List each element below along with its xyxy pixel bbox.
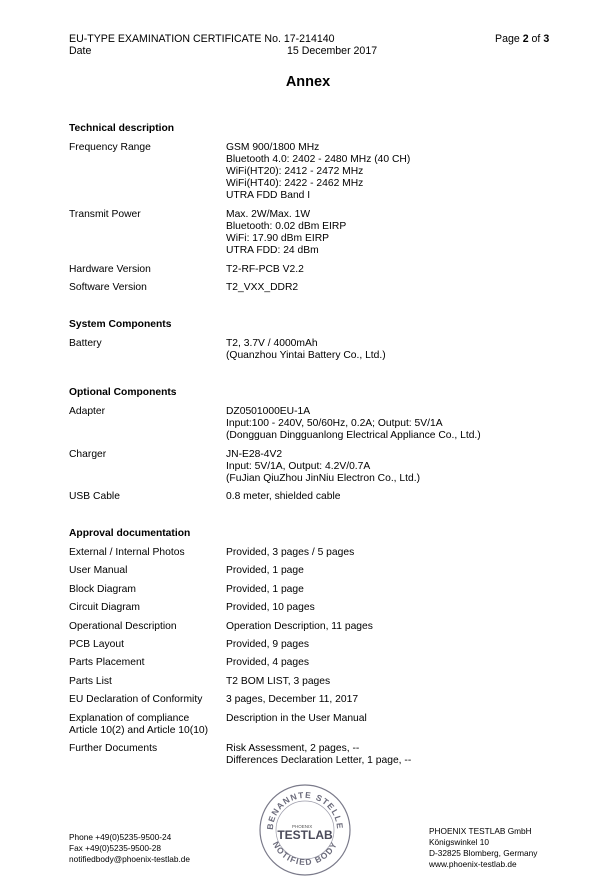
page-title: Annex	[285, 74, 331, 90]
adapter-line: (Dongguan Dingguanlong Electrical Appliance Co., Ltd.)	[226, 430, 481, 441]
page-prefix: Page	[495, 33, 523, 45]
date-value: 15 December 2017	[287, 45, 378, 57]
footer-company: PHOENIX TESTLAB GmbH	[429, 826, 532, 836]
approval-row-label: EU Declaration of Conformity	[69, 694, 203, 705]
seal-logo-small: PHOENIX	[292, 824, 313, 829]
section-optional-heading: Optional Components	[69, 387, 177, 398]
frequency-line: WiFi(HT20): 2412 - 2472 MHz	[226, 166, 364, 177]
seal-logo-big: TESTLAB	[277, 828, 333, 842]
usb-cable-value: 0.8 meter, shielded cable	[226, 491, 341, 502]
software-version-value: T2_VXX_DDR2	[226, 282, 299, 293]
page-total: 3	[543, 33, 550, 45]
frequency-line: Bluetooth 4.0: 2402 - 2480 MHz (40 CH)	[226, 154, 411, 165]
power-line: Bluetooth: 0.02 dBm EIRP	[226, 221, 347, 232]
further-documents-line: Differences Declaration Letter, 1 page, --	[226, 755, 412, 766]
frequency-line: UTRA FDD Band I	[226, 190, 311, 201]
approval-row-label: External / Internal Photos	[69, 547, 185, 558]
seal-bottom-text: NOTIFIED BODY	[270, 839, 340, 868]
certificate-number: EU-TYPE EXAMINATION CERTIFICATE No. 17-214140	[69, 33, 335, 45]
approval-row-value: Provided, 1 page	[226, 584, 304, 595]
charger-line: (FuJian QiuZhou JinNiu Electron Co., Ltd.)	[226, 473, 421, 484]
approval-row-value: Provided, 1 page	[226, 565, 304, 576]
date-label: Date	[69, 45, 92, 57]
footer-website: www.phoenix-testlab.de	[429, 859, 517, 869]
frequency-range-label: Frequency Range	[69, 142, 151, 153]
hardware-version-label: Hardware Version	[69, 264, 151, 275]
battery-line: (Quanzhou Yintai Battery Co., Ltd.)	[226, 350, 386, 361]
approval-row-value: Provided, 9 pages	[226, 639, 310, 650]
seal-top-text: BENANNTE STELLE	[264, 789, 346, 831]
footer-phone: Phone +49(0)5235-9500-24	[69, 832, 172, 842]
battery-line: T2, 3.7V / 4000mAh	[226, 338, 318, 349]
page-current: 2	[522, 33, 529, 45]
footer-city: D-32825 Blomberg, Germany	[429, 848, 538, 858]
section-approval-heading: Approval documentation	[69, 528, 191, 539]
transmit-power-label: Transmit Power	[69, 209, 141, 220]
approval-row-label: Operational Description	[69, 621, 177, 632]
frequency-line: GSM 900/1800 MHz	[226, 142, 320, 153]
software-version-label: Software Version	[69, 282, 147, 293]
notified-body-seal	[258, 783, 352, 877]
charger-line: Input: 5V/1A, Output: 4.2V/0.7A	[226, 461, 371, 472]
section-technical-heading: Technical description	[69, 123, 175, 134]
approval-row-label: PCB Layout	[69, 639, 124, 650]
footer-fax: Fax +49(0)5235-9500-28	[69, 843, 162, 853]
further-documents-label: Further Documents	[69, 743, 158, 754]
usb-cable-label: USB Cable	[69, 491, 120, 502]
approval-row-value: Provided, 3 pages / 5 pages	[226, 547, 355, 558]
approval-row-label: Block Diagram	[69, 584, 136, 595]
charger-line: JN-E28-4V2	[226, 449, 283, 460]
section-system-heading: System Components	[69, 319, 172, 330]
approval-row-value: 3 pages, December 11, 2017	[226, 694, 359, 705]
approval-row-label: User Manual	[69, 565, 128, 576]
approval-row-value: T2 BOM LIST, 3 pages	[226, 676, 331, 687]
adapter-label: Adapter	[69, 406, 106, 417]
compliance-value: Description in the User Manual	[226, 713, 367, 724]
further-documents-line: Risk Assessment, 2 pages, --	[226, 743, 360, 754]
power-line: Max. 2W/Max. 1W	[226, 209, 311, 220]
compliance-label-line: Explanation of compliance	[69, 713, 190, 724]
approval-row-label: Parts List	[69, 676, 112, 687]
hardware-version-value: T2-RF-PCB V2.2	[226, 264, 304, 275]
footer-street: Königswinkel 10	[429, 837, 489, 847]
frequency-line: WiFi(HT40): 2422 - 2462 MHz	[226, 178, 364, 189]
seal-graphic	[258, 783, 352, 877]
charger-label: Charger	[69, 449, 107, 460]
footer-email: notifiedbody@phoenix-testlab.de	[69, 854, 190, 864]
approval-row-value: Provided, 10 pages	[226, 602, 315, 613]
approval-row-value: Provided, 4 pages	[226, 657, 310, 668]
compliance-label-line: Article 10(2) and Article 10(10)	[69, 725, 209, 736]
power-line: UTRA FDD: 24 dBm	[226, 245, 319, 256]
adapter-line: Input:100 - 240V, 50/60Hz, 0.2A; Output: 5V/1A	[226, 418, 443, 429]
approval-row-label: Parts Placement	[69, 657, 145, 668]
approval-row-value: Operation Description, 11 pages	[226, 621, 373, 632]
approval-row-label: Circuit Diagram	[69, 602, 140, 613]
power-line: WiFi: 17.90 dBm EIRP	[226, 233, 329, 244]
battery-label: Battery	[69, 338, 102, 349]
adapter-line: DZ0501000EU-1A	[226, 406, 311, 417]
page-number	[495, 33, 549, 45]
page-of: of	[528, 33, 544, 45]
